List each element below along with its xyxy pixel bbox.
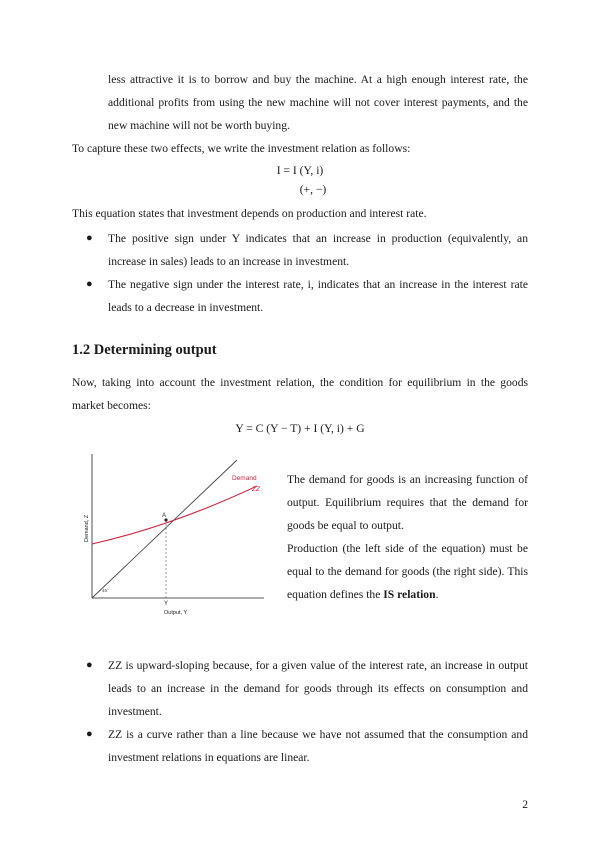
list-item: ● The positive sign under Y indicates that an increase in production (equivalently, an increase in sales) leads to an increase in investment. — [72, 227, 528, 273]
angle-label: 45° — [102, 588, 109, 593]
bullet-icon: ● — [86, 278, 93, 290]
list-item: ● The negative sign under the interest rate, i, indicates that an increase in the interest rate leads to a decrease in investment. — [72, 273, 528, 319]
page-number: 2 — [522, 798, 528, 811]
equation-signs: (+, −) — [299, 183, 327, 196]
zz-bullet-list — [72, 654, 528, 769]
demand-output-figure — [82, 452, 272, 622]
is-relation-paragraph: Production (the left side of the equation) must be equal to the demand for goods (the right side). This equation defines the IS relation. — [287, 542, 528, 601]
list-item: ● ZZ is upward-sloping because, for a given value of the interest rate, an increase in output leads to an increase in the demand for goods through its effects on consumption and investment. — [72, 654, 528, 723]
equation-explanation: This equation states that investment depends on production and interest rate. — [72, 207, 427, 220]
zz-label: ZZ — [252, 486, 260, 493]
bullet-icon: ● — [86, 659, 93, 671]
tick-label: Y — [164, 601, 169, 607]
section-heading: 1.2 Determining output — [72, 342, 217, 358]
capture-sentence: To capture these two effects, we write the investment relation as follows: — [72, 142, 411, 155]
list-item: ● ZZ is a curve rather than a line because we have not assumed that the consumption and investment relations in equations are linear. — [72, 723, 528, 769]
demand-label: Demand — [232, 475, 257, 482]
figure-description: The demand for goods is an increasing function of output. Equilibrium requires that the demand for goods be equal to output. — [287, 473, 528, 532]
point-label: A — [162, 513, 167, 519]
investment-equation: I = I (Y, i) — [276, 164, 324, 177]
sign-bullet-list — [72, 227, 528, 319]
bullet-icon: ● — [86, 232, 93, 244]
bullet-icon: ● — [86, 728, 93, 740]
45-degree-line — [92, 460, 237, 598]
intro-paragraph: less attractive it is to borrow and buy the machine. At a high enough interest rate, the additional profits from using the new machine will not cover interest payments, and the new machine will not be worth buying. — [108, 73, 528, 132]
y-axis-label: Demand, Z — [84, 514, 90, 542]
is-relation-term: IS relation — [383, 588, 436, 601]
goods-market-equation: Y = C (Y − T) + I (Y, i) + G — [235, 422, 365, 435]
zz-demand-curve — [92, 486, 257, 544]
section-intro: Now, taking into account the investment relation, the condition for equilibrium in the goods market becomes: — [72, 376, 528, 412]
x-axis-label: Output, Y — [164, 610, 188, 616]
